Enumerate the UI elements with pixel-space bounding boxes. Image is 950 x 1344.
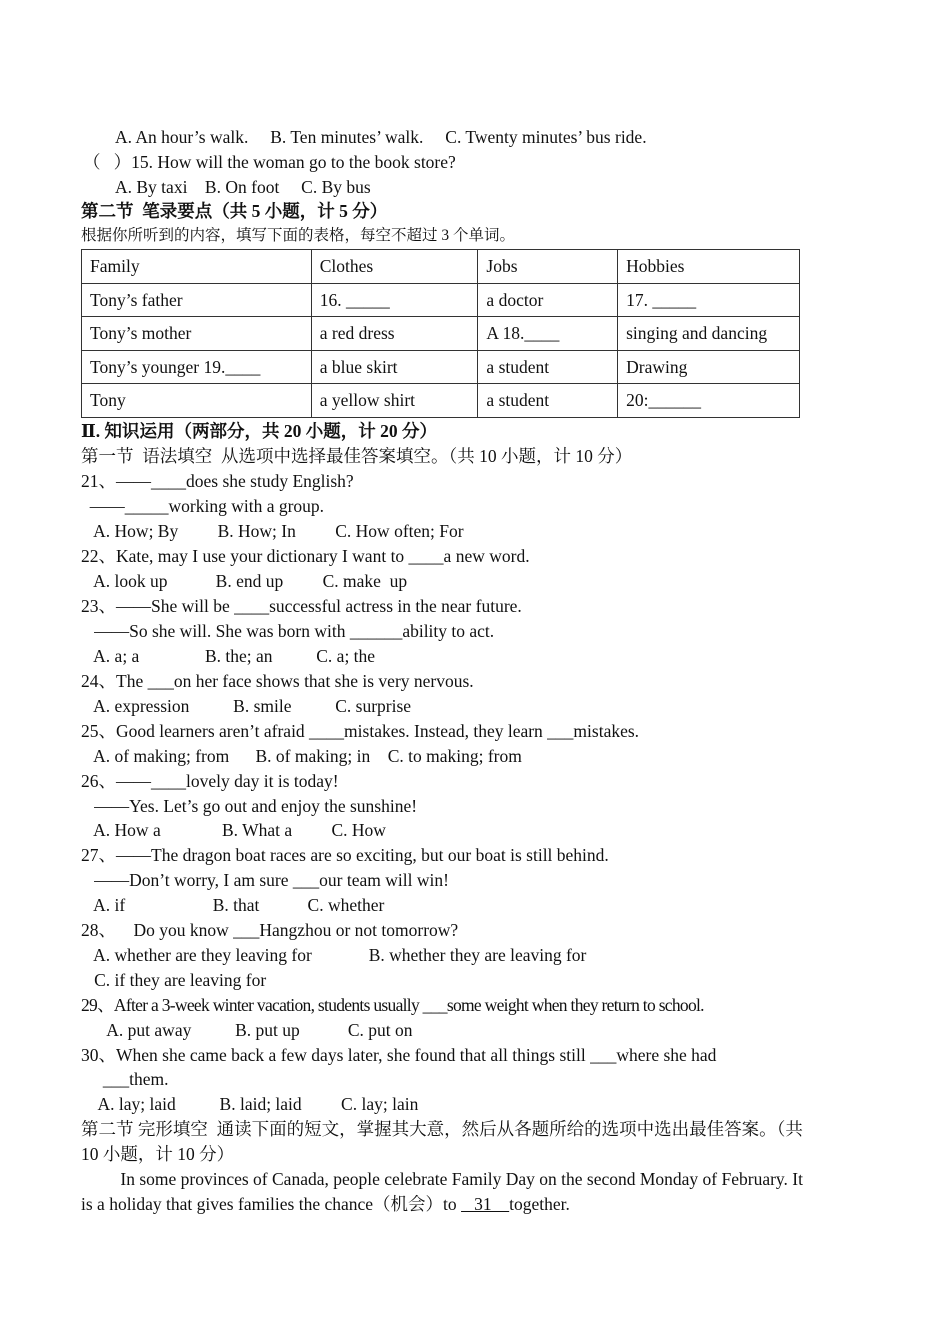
q25-stem: 25、Good learners aren’t afraid ____mistakes. Instead, they learn ___mistakes.	[81, 721, 640, 741]
passage-text: is a holiday that gives families the chance（机会）to	[81, 1194, 462, 1214]
cloze-heading: 第二节 完形填空 通读下面的短文，掌握其大意，然后从各题所给的选项中选出最佳答案。（共	[81, 1119, 803, 1139]
table-header-cell: Hobbies	[618, 250, 800, 284]
q30-continuation: ___them.	[81, 1069, 169, 1089]
passage-line-1: In some provinces of Canada, people celebrate Family Day on the second Monday of February. It	[81, 1169, 803, 1189]
q23-stem: 23、——She will be ____successful actress in the near future.	[81, 596, 522, 616]
table-cell: Tony	[82, 384, 312, 418]
table-cell: 20:______	[618, 384, 800, 418]
table-cell: a student	[478, 350, 618, 384]
q28-options-line2: C. if they are leaving for	[81, 970, 267, 990]
q26-reply: ——Yes. Let’s go out and enjoy the sunshine!	[81, 796, 418, 816]
q15-stem: （ ）15. How will the woman go to the book store?	[83, 152, 456, 172]
table-cell: a student	[478, 384, 618, 418]
q21-reply: ——_____working with a group.	[81, 496, 325, 516]
q27-reply: ——Don’t worry, I am sure ___our team will win!	[81, 870, 449, 890]
q15-options: A. By taxi B. On foot C. By bus	[115, 177, 371, 197]
table-cell: a blue skirt	[311, 350, 478, 384]
q29-stem: 29、After a 3-week winter vacation, students usually ___some weight when they return to school.	[81, 995, 704, 1015]
q25-options: A. of making; from B. of making; in C. to making; from	[81, 746, 522, 766]
table-cell: Drawing	[618, 350, 800, 384]
q14-options: A. An hour’s walk. B. Ten minutes’ walk. C. Twenty minutes’ bus ride.	[115, 127, 647, 147]
passage-line-2	[81, 1193, 570, 1215]
part2-heading: Ⅱ. 知识运用（两部分，共 20 小题，计 20 分）	[81, 421, 437, 441]
section2-heading: 第二节 笔录要点（共 5 小题，计 5 分）	[81, 201, 388, 221]
cloze-heading-cont: 10 小题，计 10 分）	[81, 1144, 235, 1164]
table-cell: A 18.____	[478, 317, 618, 351]
q24-stem: 24、The ___on her face shows that she is very nervous.	[81, 671, 474, 691]
table-row	[82, 317, 800, 351]
table-cell: 17. _____	[618, 283, 800, 317]
table-cell: Tony’s father	[82, 283, 312, 317]
passage-text-end: together.	[509, 1194, 570, 1214]
q21-options: A. How; By B. How; In C. How often; For	[81, 521, 464, 541]
q22-stem: 22、Kate, may I use your dictionary I want to ____a new word.	[81, 546, 530, 566]
table-header-cell: Family	[82, 250, 312, 284]
q30-stem: 30、When she came back a few days later, she found that all things still ___where she had	[81, 1045, 717, 1065]
q30-options: A. lay; laid B. laid; laid C. lay; lain	[81, 1094, 419, 1114]
q26-options: A. How a B. What a C. How	[81, 820, 386, 840]
q21-stem: 21、——____does she study English?	[81, 471, 354, 491]
q24-options: A. expression B. smile C. surprise	[81, 696, 412, 716]
grammar-heading: 第一节 语法填空 从选项中选择最佳答案填空。（共 10 小题，计 10 分）	[81, 446, 633, 466]
table-cell: a red dress	[311, 317, 478, 351]
blank-31: 31	[461, 1194, 510, 1214]
q26-stem: 26、——____lovely day it is today!	[81, 771, 339, 791]
q27-options: A. if B. that C. whether	[81, 895, 385, 915]
table-cell: Tony’s younger 19.____	[82, 350, 312, 384]
q28-options-line1: A. whether are they leaving for B. whether they are leaving for	[81, 945, 587, 965]
table-cell: 16. _____	[311, 283, 478, 317]
table-row	[82, 350, 800, 384]
section2-instruction: 根据你所听到的内容，填写下面的表格，每空不超过 3 个单词。	[81, 227, 516, 244]
table-header-cell: Clothes	[311, 250, 478, 284]
table-row	[82, 283, 800, 317]
table-header-cell: Jobs	[478, 250, 618, 284]
q29-options: A. put away B. put up C. put on	[81, 1020, 413, 1040]
q23-options: A. a; a B. the; an C. a; the	[81, 646, 376, 666]
q28-stem: 28、 Do you know ___Hangzhou or not tomorrow?	[81, 920, 459, 940]
table-cell: a doctor	[478, 283, 618, 317]
q23-reply: ——So she will. She was born with ______ability to act.	[81, 621, 495, 641]
table-cell: a yellow shirt	[311, 384, 478, 418]
table-cell: Tony’s mother	[82, 317, 312, 351]
notes-table	[81, 249, 800, 418]
table-row	[82, 384, 800, 418]
q22-options: A. look up B. end up C. make up	[81, 571, 408, 591]
q27-stem: 27、——The dragon boat races are so exciting, but our boat is still behind.	[81, 845, 609, 865]
table-header-row	[82, 250, 800, 284]
table-cell: singing and dancing	[618, 317, 800, 351]
